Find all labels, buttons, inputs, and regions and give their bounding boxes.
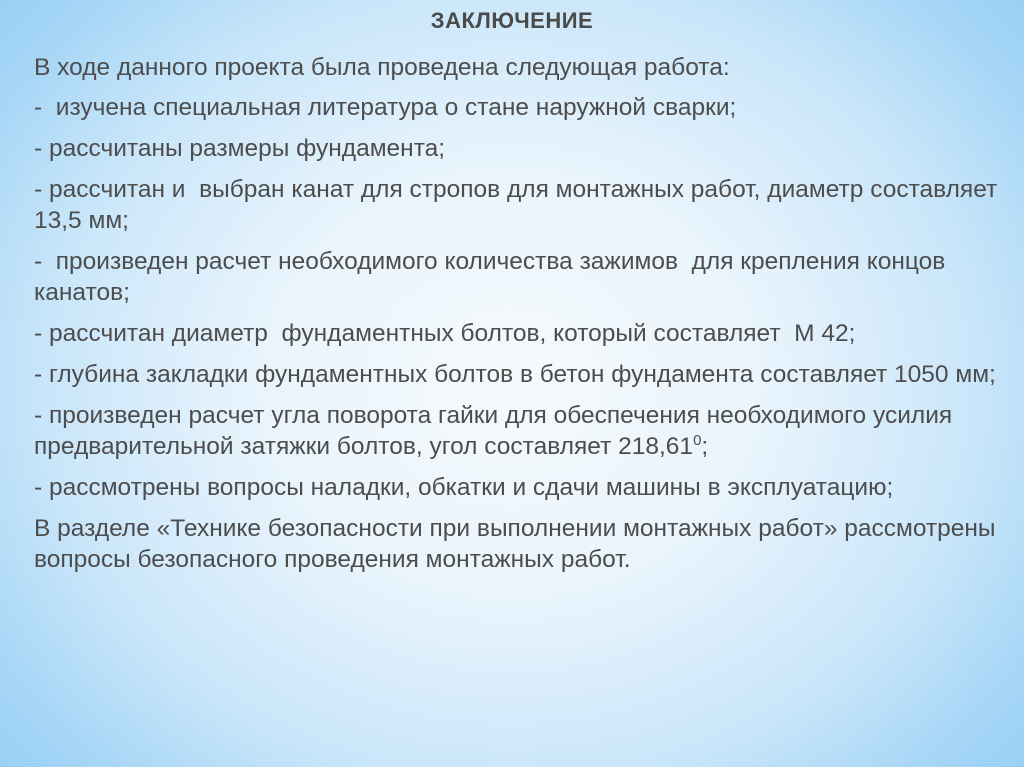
- list-item: - изучена специальная литература о стане наружной сварки;: [34, 94, 737, 121]
- intro-text: В ходе данного проекта была проведена следующая работа:: [34, 54, 730, 81]
- list-item: - рассчитаны размеры фундамента;: [34, 135, 446, 162]
- list-item: - рассчитан диаметр фундаментных болтов, который составляет М 42;: [34, 320, 856, 347]
- list-item-angle: [34, 400, 1009, 462]
- list-item: - рассмотрены вопросы наладки, обкатки и сдачи машины в эксплуатацию;: [34, 474, 894, 501]
- angle-item-tail: ;: [701, 433, 709, 460]
- slide-title: ЗАКЛЮЧЕНИЕ: [430, 8, 594, 33]
- list-item: - рассчитан и выбран канат для стропов для монтажных работ, диаметр составляет 13,5 мм;: [34, 176, 1005, 234]
- conclusion-text: В разделе «Технике безопасности при выполнении монтажных работ» рассмотрены вопросы безопасного проведения монтажных работ.: [34, 515, 1003, 573]
- degree-superscript: 0: [693, 431, 702, 449]
- angle-item-text: - произведен расчет угла поворота гайки для обеспечения необходимого усилия предварительной затяжки болтов, угол составляет 218,61: [34, 402, 959, 460]
- list-item: - глубина закладки фундаментных болтов в бетон фундамента составляет 1050 мм;: [34, 361, 996, 388]
- slide-content: [34, 52, 1009, 585]
- list-item: - произведен расчет необходимого количества зажимов для крепления концов канатов;: [34, 248, 953, 306]
